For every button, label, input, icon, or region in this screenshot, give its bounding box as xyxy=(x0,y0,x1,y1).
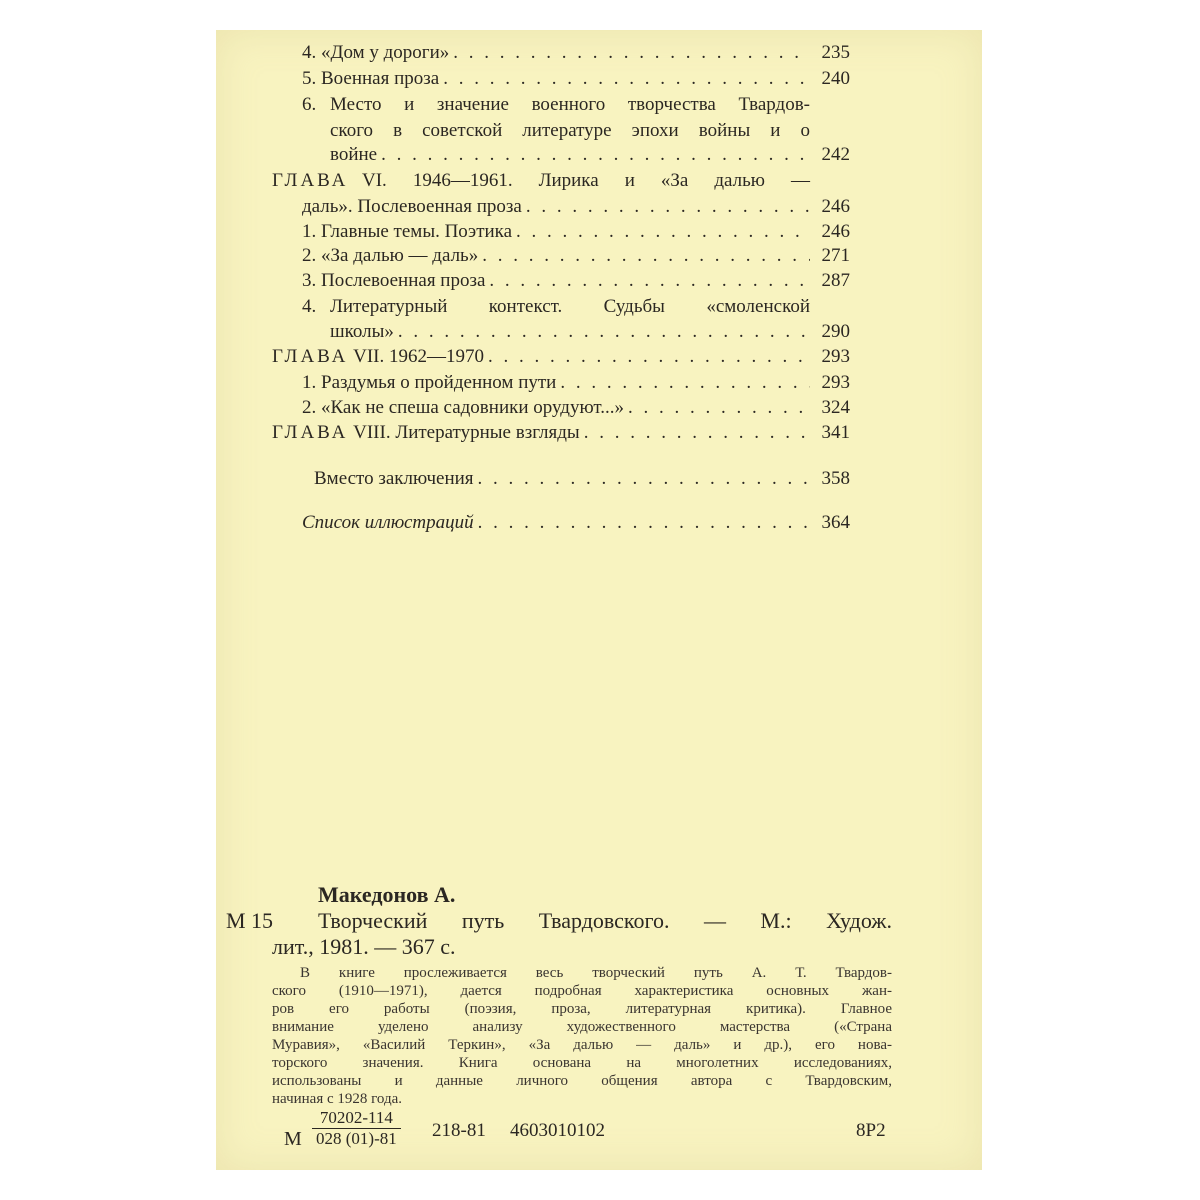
bib-line-2: лит., 1981. — 367 с. xyxy=(272,934,456,959)
toc-entry-number: 2. xyxy=(302,397,317,418)
index-fraction xyxy=(312,1108,401,1149)
dot-leader xyxy=(478,512,810,534)
toc-entry-number-row xyxy=(302,296,316,318)
chapter-label xyxy=(272,170,348,192)
abstract-line: В книге прослеживается весь творческий путь А. Т. Твардов- xyxy=(300,965,892,981)
toc-entry-number: 1. xyxy=(302,372,317,393)
dot-leader xyxy=(398,321,810,343)
toc-entry-number: 2. xyxy=(302,245,317,266)
toc-entry-title-line: Литературный контекст. Судьбы «смоленской xyxy=(330,296,810,317)
toc-entry-page: 293 xyxy=(821,372,850,393)
abstract-line: использованы и данные личного общения автора с Твардовским, xyxy=(272,1073,892,1089)
toc-entry-number: 5. xyxy=(302,68,317,89)
toc-entry xyxy=(272,422,850,444)
toc-entry-number-row xyxy=(302,94,316,116)
toc-entry-title-line: ского в советской литературе эпохи войны и о xyxy=(330,120,810,141)
abstract-line: начиная с 1928 года. xyxy=(272,1091,403,1107)
abstract-line: Муравия», «Василий Теркин», «За далью — даль» и др.), его нова- xyxy=(272,1037,892,1053)
toc-entry-title: школы» xyxy=(330,321,394,342)
toc-entry xyxy=(302,68,850,90)
chapter-title: VII. 1962—1970 xyxy=(353,346,485,367)
toc-entry-title: «За далью — даль» xyxy=(321,245,479,266)
author-name: Македонов А. xyxy=(318,882,456,907)
toc-entry-title: Военная проза xyxy=(321,68,440,89)
toc-entry-title: Послевоенная проза xyxy=(321,270,486,291)
toc-entry-title: «Дом у дороги» xyxy=(321,42,450,63)
abstract-line: ского (1910—1971), дается подробная характеристика основных жан- xyxy=(272,983,892,999)
toc-entry-title: войне xyxy=(330,144,378,165)
toc-entry-title-line: Место и значение военного творчества Твардов- xyxy=(330,94,810,115)
chapter-word: ГЛАВА xyxy=(272,346,349,367)
toc-entry-number: 4. xyxy=(302,42,317,63)
toc-entry xyxy=(302,372,850,394)
dot-leader xyxy=(381,144,810,166)
dot-leader xyxy=(488,346,810,368)
toc-entry-page: 364 xyxy=(821,512,850,533)
toc-entry-page: 271 xyxy=(821,245,850,266)
toc-entry-title: Список иллюстраций xyxy=(302,512,474,533)
book-page xyxy=(216,30,982,1170)
toc-entry-page: 341 xyxy=(821,422,850,443)
toc-entry xyxy=(330,321,850,343)
chapter-title: VIII. Литературные взгляды xyxy=(353,422,580,443)
toc-entry xyxy=(302,196,850,218)
index-fraction-bottom: 028 (01)-81 xyxy=(316,1129,397,1148)
toc-entry-page: 240 xyxy=(821,68,850,89)
toc-entry xyxy=(330,144,850,166)
dot-leader xyxy=(453,42,810,64)
toc-entry-number: 4. xyxy=(302,296,317,317)
bib-line-1: Творческий путь Твардовского. — М.: Худож. xyxy=(318,908,892,933)
chapter-title-line: VI. 1946—1961. Лирика и «За далью — xyxy=(362,170,810,191)
dot-leader xyxy=(526,196,810,218)
toc-entry xyxy=(302,512,850,534)
toc-entry-page: 324 xyxy=(821,397,850,418)
index-code: 4603010102 xyxy=(510,1120,605,1141)
index-fraction-top: 70202-114 xyxy=(312,1108,401,1129)
abstract-line: торского значения. Книга основана на многолетних исследованиях, xyxy=(272,1055,892,1071)
index-code: 218-81 xyxy=(432,1120,486,1141)
dot-leader xyxy=(516,221,810,243)
toc-entry xyxy=(314,468,850,490)
abstract-line: внимание уделено анализу художественного мастерства («Страна xyxy=(272,1019,892,1035)
bbk-code: 8Р2 xyxy=(856,1120,886,1141)
toc-entry-page: 358 xyxy=(821,468,850,489)
abstract-line: ров его работы (поэзия, проза, литературная критика). Главное xyxy=(272,1001,892,1017)
index-letter: М xyxy=(284,1128,302,1150)
toc-entry-title: Вместо заключения xyxy=(314,468,474,489)
toc-entry xyxy=(302,270,850,292)
toc-entry-number: 6. xyxy=(302,94,317,115)
dot-leader xyxy=(489,270,810,292)
dot-leader xyxy=(560,372,810,394)
toc-entry-page: 293 xyxy=(821,346,850,367)
dot-leader xyxy=(443,68,810,90)
chapter-word: ГЛАВА xyxy=(272,170,349,191)
toc-entry-number: 1. xyxy=(302,221,317,242)
toc-entry xyxy=(302,221,850,243)
toc-entry xyxy=(272,346,850,368)
toc-entry-page: 246 xyxy=(821,196,850,217)
chapter-title: даль». Послевоенная проза xyxy=(302,196,522,217)
chapter-word: ГЛАВА xyxy=(272,422,349,443)
toc-entry-page: 235 xyxy=(821,42,850,63)
toc-entry xyxy=(302,397,850,419)
dot-leader xyxy=(628,397,810,419)
toc-entry xyxy=(302,245,850,267)
toc-entry-page: 246 xyxy=(821,221,850,242)
toc-entry-page: 287 xyxy=(821,270,850,291)
toc-entry-title: Главные темы. Поэтика xyxy=(321,221,513,242)
dot-leader xyxy=(478,468,810,490)
toc-entry-title: «Как не спеша садовники орудуют...» xyxy=(321,397,625,418)
call-number: М 15 xyxy=(226,908,274,933)
toc-entry xyxy=(302,42,850,64)
toc-entry-page: 290 xyxy=(821,321,850,342)
dot-leader xyxy=(482,245,810,267)
dot-leader xyxy=(584,422,810,444)
toc-entry-number: 3. xyxy=(302,270,317,291)
abstract xyxy=(272,964,892,1108)
toc-entry-page: 242 xyxy=(821,144,850,165)
toc-entry-title: Раздумья о пройденном пути xyxy=(321,372,557,393)
